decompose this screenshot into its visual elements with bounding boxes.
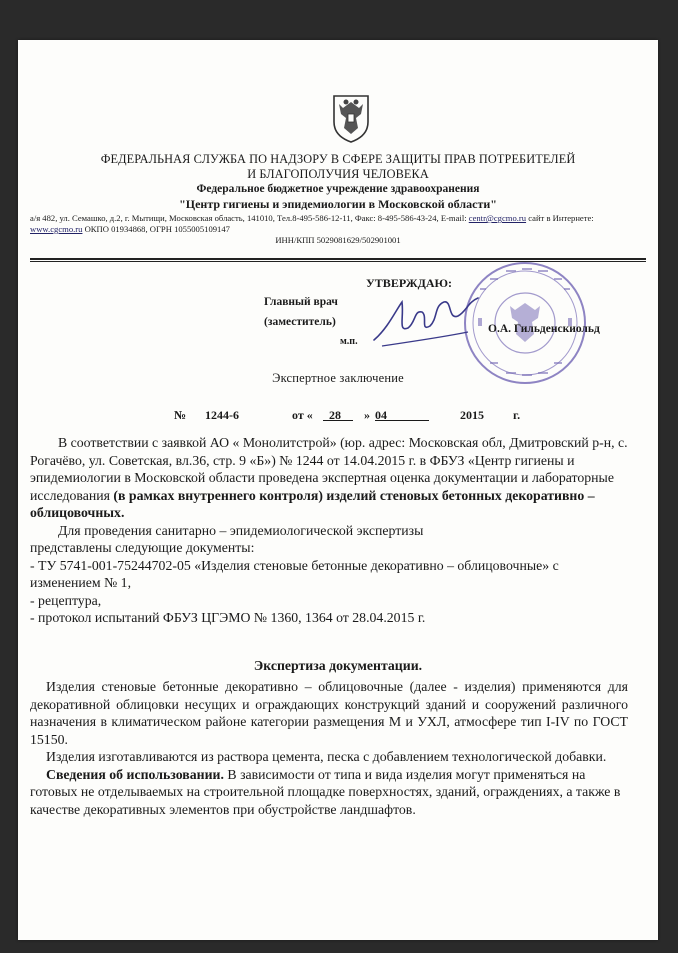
agency-line-1: ФЕДЕРАЛЬНАЯ СЛУЖБА ПО НАДЗОРУ В СФЕРЕ ЗАЩИТЫ ПРАВ ПОТРЕБИТЕЛЕЙ — [100, 152, 576, 166]
paragraph-application: Изделия стеновые бетонные декоративно – облицовочные (далее - изделия) применяются для декоративной облицовки несущих и ограждающих конструкций зданий и сооружений различного назначения в климатическом районе категории размещения М и УХЛ, атмосфере тип I-IV по ГОСТ 15150. — [30, 679, 628, 747]
address-text-1: а/я 482, ул. Семашко, д.2, г. Мытищи, Московская область, 141010, Тел.8-495-586-12-11, Факс: 8-495-586-43-24, E-mail: — [30, 213, 469, 223]
agency-name — [18, 152, 658, 182]
position-line-1: Главный врач — [264, 296, 338, 308]
usage-heading: Сведения об использовании. — [46, 766, 224, 782]
date-month: 04 — [375, 408, 387, 422]
document-page — [18, 40, 658, 940]
inn-kpp: ИНН/КПП 5029081629/502901001 — [275, 235, 401, 245]
date-day: 28 — [329, 408, 341, 422]
org-line-2: "Центр гигиены и эпидемиологии в Московской области" — [179, 197, 497, 211]
paragraph-request — [30, 434, 628, 522]
email-link[interactable]: centr@cgcmo.ru — [468, 213, 527, 223]
website-link[interactable]: www.cgcmo.ru — [30, 224, 83, 234]
org-line-1: Федеральное бюджетное учреждение здравоохранения — [196, 183, 480, 195]
year-suffix: г. — [513, 408, 521, 422]
approval-heading: УТВЕРЖДАЮ: — [366, 276, 453, 290]
stamp-place-label: м.п. — [340, 336, 358, 347]
handwritten-signature — [368, 288, 488, 350]
position-line-2: (заместитель) — [264, 316, 336, 328]
document-number: 1244-6 — [205, 408, 239, 422]
body-section-2 — [30, 678, 628, 818]
coat-of-arms-emblem-icon — [328, 88, 374, 144]
agency-line-2: И БЛАГОПОЛУЧИЯ ЧЕЛОВЕКА — [247, 167, 429, 181]
date-from-label: от « — [292, 408, 313, 422]
address-text-2: сайт в Интернете: — [526, 213, 594, 223]
doc-list-item-2: - рецептура, — [30, 592, 102, 608]
document-number-line — [18, 408, 658, 424]
doc-list-item-1: - ТУ 5741-001-75244702-05 «Изделия стеновые бетонные декоративно – облицовочные» с изменением № 1, — [30, 557, 559, 590]
date-separator: » — [364, 408, 370, 422]
paragraph-request-bold: (в рамках внутреннего контроля) изделий стеновых бетонных декоративно – облицовочных. — [30, 487, 595, 520]
address-block — [30, 213, 642, 235]
paragraph-request-text: В соответствии с заявкой АО « Монолитстрой» (юр. адрес: Московская обл, Дмитровский р-н, с. Рогачёво, ул. Советская, вл.36, стр. 9 «Б») № 1244 от 14.04.2015 г. в ФБУЗ «Центр гигиены и эпидемиологии в Московской области проведена экспертная оценка документации и лабораторные исследования — [30, 435, 628, 503]
doc-list-item-3: - протокол испытаний ФБУЗ ЦГЭМО № 1360, 1364 от 28.04.2015 г. — [30, 610, 426, 625]
number-label: № — [174, 408, 187, 422]
address-text-3: ОКПО 01934868, ОГРН 1055005109147 — [82, 224, 230, 234]
body-section-1 — [30, 434, 628, 627]
date-year: 2015 — [460, 408, 484, 422]
section-title-expertise: Экспертиза документации. — [253, 658, 423, 673]
document-title: Экспертное заключение — [272, 371, 404, 385]
usage-text: В зависимости от типа и вида изделия могут применяться на готовых не отделываемых на строительной площадке поверхностях, зданий, ограждениях, а также в качестве декоративных элементов при обустройстве ландшафтов. — [30, 766, 621, 817]
paragraph-docs-line-1: Для проведения санитарно – эпидемиологической экспертизы — [58, 522, 424, 538]
paragraph-usage — [30, 766, 628, 819]
paragraph-manufacture: Изделия изготавливаются из раствора цемента, песка с добавлением технологической добавки. — [46, 749, 607, 764]
paragraph-docs-line-2: представлены следующие документы: — [30, 540, 255, 555]
signer-name: О.А. Гильденскиольд — [488, 323, 600, 335]
